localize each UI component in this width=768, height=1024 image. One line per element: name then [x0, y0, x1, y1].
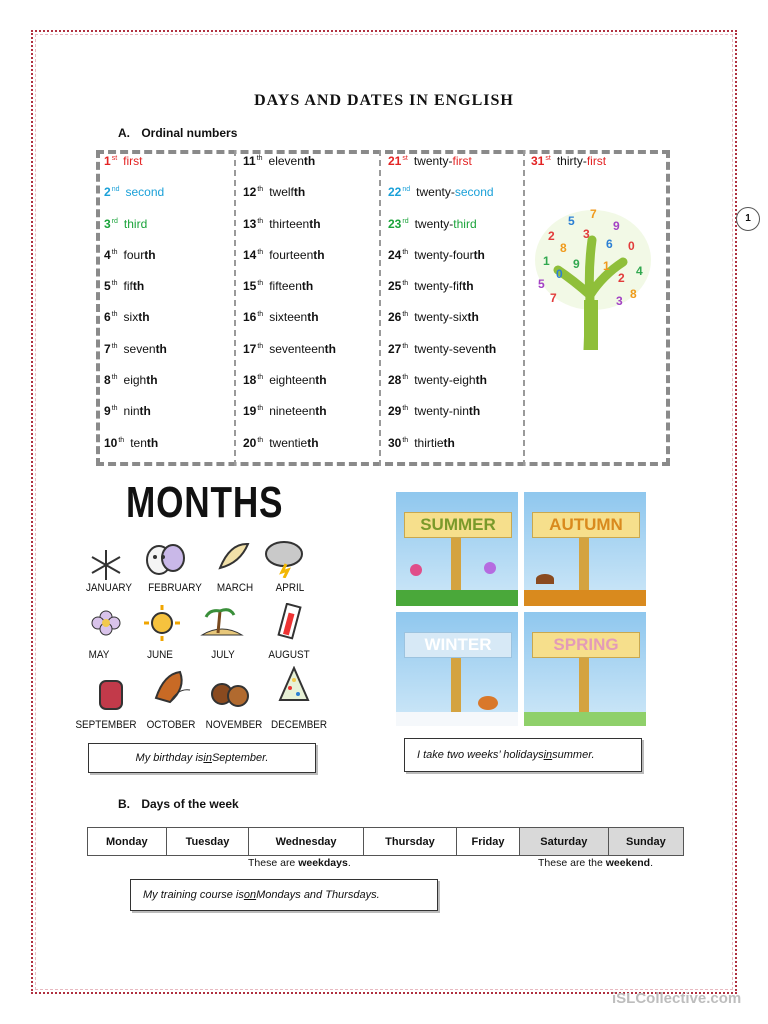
ordinal-word: twelfth [269, 185, 306, 200]
ordinal-number: 30th [388, 435, 409, 450]
note-text: These are the [538, 857, 606, 869]
ordinal-row [388, 277, 496, 308]
ordinal-number: 22nd [388, 185, 411, 200]
svg-text:0: 0 [628, 239, 635, 253]
ordinal-word: ninth [123, 404, 151, 419]
ordinal-suffix: th [257, 436, 264, 444]
svg-text:1: 1 [603, 259, 610, 273]
note-text: . [347, 857, 351, 869]
ordinal-word: eighteenth [269, 373, 327, 388]
month-label: FEBRUARY [148, 582, 202, 594]
ordinal-suffix: th [257, 280, 264, 288]
svg-text:9: 9 [613, 219, 620, 233]
column-divider [234, 150, 236, 466]
season-sign: SUMMER [404, 512, 512, 538]
month-label: JUNE [147, 649, 173, 661]
ordinal-row [243, 371, 336, 402]
ordinal-word: fifteenth [269, 279, 314, 294]
ordinal-number: 18th [243, 373, 264, 388]
months-title: MONTHS [126, 478, 284, 527]
ordinal-word: twenty-first [413, 154, 472, 168]
svg-text:3: 3 [616, 294, 623, 308]
ordinal-suffix: th [402, 248, 409, 256]
ordinal-row [104, 215, 167, 246]
season-tile-spring [524, 612, 646, 726]
ordinal-suffix: th [257, 248, 264, 256]
ordinal-number: 6th [104, 310, 118, 325]
ordinal-word: seventh [123, 341, 167, 356]
month-label: MAY [88, 649, 110, 661]
section-b-heading [118, 797, 239, 811]
bubble-text: Mondays and Thursdays. [256, 889, 380, 901]
speech-bubble-training [130, 879, 438, 911]
svg-text:4: 4 [636, 264, 643, 278]
ordinal-word: twenty-eighth [414, 373, 487, 388]
ordinal-word: thirtieth [414, 435, 455, 450]
wind-leaf-icon [210, 538, 254, 578]
svg-text:9: 9 [573, 257, 580, 271]
ordinal-word: seventeenth [269, 341, 336, 356]
snowflake-icon [84, 545, 128, 585]
ordinal-row [388, 215, 496, 246]
ordinal-number: 24th [388, 247, 409, 262]
ordinal-suffix: th [111, 342, 118, 350]
ordinal-word: first [123, 154, 143, 168]
note-text: . [650, 857, 653, 869]
page-number: 1 [736, 207, 760, 231]
ordinal-word: twentieth [269, 435, 319, 450]
svg-text:2: 2 [618, 271, 625, 285]
ordinal-row [104, 277, 167, 308]
ordinal-suffix: th [111, 248, 118, 256]
note-text: These are [248, 857, 299, 869]
ordinal-word: thirteenth [269, 216, 321, 231]
column-divider [523, 150, 525, 466]
ordinal-row [388, 183, 496, 214]
ordinal-number: 21st [388, 154, 408, 168]
ordinal-suffix: st [545, 155, 551, 162]
day-cell: Monday [88, 828, 167, 856]
ordinal-word: twenty-seventh [414, 341, 497, 356]
squirrel-icon [478, 696, 498, 710]
days-of-week-table [87, 827, 684, 856]
ordinal-row [104, 371, 167, 402]
flower-icon [484, 562, 496, 574]
ordinal-number: 4th [104, 247, 118, 262]
ordinal-word: nineteenth [269, 404, 327, 419]
ordinal-suffix: th [402, 311, 409, 319]
ordinal-number: 27th [388, 341, 409, 356]
ordinal-word: eleventh [268, 154, 316, 168]
ordinal-row [243, 277, 336, 308]
ordinal-suffix: th [257, 217, 264, 225]
column-divider [379, 150, 381, 466]
svg-text:3: 3 [583, 227, 590, 241]
season-sign: WINTER [404, 632, 512, 658]
ordinal-number: 3rd [104, 216, 118, 231]
ordinal-number: 20th [243, 435, 264, 450]
speech-bubble-holidays [404, 738, 642, 772]
season-sign: AUTUMN [532, 512, 640, 538]
ordinal-word: twenty-ninth [414, 404, 481, 419]
ordinal-row [531, 152, 606, 183]
svg-text:7: 7 [590, 207, 597, 221]
bubble-preposition: on [243, 889, 257, 901]
season-tile-autumn [524, 492, 646, 606]
day-cell: Friday [457, 828, 520, 856]
ordinal-suffix: rd [111, 217, 118, 225]
ordinal-row [388, 152, 496, 183]
ordinal-row [388, 402, 496, 433]
ordinal-number: 9th [104, 404, 118, 419]
ordinal-suffix: st [402, 155, 408, 162]
bubble-preposition: in [203, 752, 212, 764]
seasons-image [396, 492, 646, 728]
day-cell: Thursday [363, 828, 456, 856]
ordinal-row [104, 183, 167, 214]
ordinal-word: sixteenth [269, 310, 319, 325]
ordinal-row [104, 246, 167, 277]
ordinal-row [104, 434, 167, 465]
mushroom-icon [536, 574, 554, 584]
svg-text:8: 8 [560, 241, 567, 255]
month-label: SEPTEMBER [75, 719, 137, 731]
svg-text:5: 5 [538, 277, 545, 291]
ordinal-row [104, 402, 167, 433]
ordinal-suffix: th [118, 436, 125, 444]
svg-text:7: 7 [550, 291, 557, 305]
table-row [88, 828, 684, 856]
ordinal-row [104, 152, 167, 183]
page-title: DAYS AND DATES IN ENGLISH [254, 92, 514, 109]
ordinal-suffix: st [111, 155, 118, 162]
ordinal-number: 28th [388, 373, 409, 388]
bubble-text: My training course is [143, 889, 244, 901]
ordinal-row [388, 371, 496, 402]
ordinal-row [243, 340, 336, 371]
ordinal-number: 23rd [388, 216, 409, 231]
ordinal-row [388, 246, 496, 277]
ordinal-row [388, 308, 496, 339]
grass [524, 712, 646, 726]
ordinal-suffix: rd [402, 217, 409, 225]
ordinal-number: 10th [104, 435, 125, 450]
school-bag-icon [90, 673, 134, 713]
weekend-day-cell: Saturday [519, 828, 608, 856]
ordinal-suffix: th [402, 280, 409, 288]
weekend-note [538, 857, 653, 869]
christmas-tree-icon [272, 666, 316, 706]
month-label: JULY [211, 649, 235, 661]
ordinal-number: 14th [243, 247, 264, 262]
ordinal-column-3 [388, 152, 496, 465]
sun-icon [140, 603, 184, 643]
weekend-day-cell: Sunday [608, 828, 683, 856]
ordinal-row [243, 215, 336, 246]
bubble-preposition: in [543, 749, 553, 761]
ordinal-row [104, 340, 167, 371]
thermometer-icon [268, 603, 312, 643]
ordinal-column-1 [104, 152, 167, 465]
ordinal-row [243, 246, 336, 277]
ordinal-number: 31st [531, 154, 551, 168]
ordinal-suffix: th [402, 342, 409, 350]
month-label: MARCH [216, 582, 254, 594]
section-b-title: Days of the week [141, 797, 239, 811]
ordinal-suffix: nd [111, 186, 120, 194]
ordinal-word: twenty-second [416, 185, 494, 200]
ordinal-suffix: th [111, 405, 118, 413]
month-label: JANUARY [85, 582, 133, 594]
ordinal-row [388, 340, 496, 371]
month-label: NOVEMBER [205, 719, 263, 731]
ordinal-number: 1st [104, 154, 118, 168]
ordinal-suffix: th [402, 374, 409, 382]
ordinal-word: thirty-first [556, 154, 607, 168]
day-cell: Wednesday [249, 828, 363, 856]
svg-text:1: 1 [543, 254, 550, 268]
ordinal-suffix: th [111, 374, 118, 382]
svg-text:2: 2 [548, 229, 555, 243]
ordinal-number: 2nd [104, 185, 120, 200]
note-emphasis: weekend [605, 857, 651, 869]
ordinal-word: second [125, 185, 165, 200]
ordinal-number: 7th [104, 341, 118, 356]
ordinal-suffix: th [111, 280, 118, 288]
section-b-label: B. [118, 797, 130, 811]
grass [396, 590, 518, 606]
day-cell: Tuesday [166, 828, 249, 856]
ordinal-row [388, 434, 496, 465]
ordinal-number: 15th [243, 279, 264, 294]
ordinal-number: 29th [388, 404, 409, 419]
chestnuts-icon [208, 672, 252, 712]
month-label: AUGUST [268, 649, 310, 661]
svg-text:0: 0 [556, 267, 563, 281]
storm-cloud-icon [262, 538, 306, 578]
ordinal-word: tenth [130, 435, 159, 450]
season-tile-winter [396, 612, 518, 726]
ordinal-number: 8th [104, 373, 118, 388]
month-label: DECEMBER [270, 719, 328, 731]
ordinal-suffix: th [402, 405, 409, 413]
ordinal-column-4 [531, 152, 606, 183]
ordinal-suffix: th [402, 436, 409, 444]
bubble-text: My birthday is [135, 752, 204, 764]
svg-text:6: 6 [606, 237, 613, 251]
ordinal-column-2 [243, 152, 336, 465]
ordinal-word: eighth [123, 373, 158, 388]
svg-text:8: 8 [630, 287, 637, 301]
number-tree-image [528, 200, 658, 350]
season-sign: SPRING [532, 632, 640, 658]
ordinal-number: 16th [243, 310, 264, 325]
snow [396, 712, 518, 726]
ordinal-suffix: th [257, 342, 264, 350]
bubble-text: September. [211, 752, 269, 764]
weekdays-note [248, 857, 351, 869]
ordinal-row [243, 402, 336, 433]
month-label: OCTOBER [146, 719, 196, 731]
svg-text:5: 5 [568, 214, 575, 228]
ordinal-row [243, 434, 336, 465]
ordinal-word: twenty-sixth [414, 310, 479, 325]
ordinal-number: 17th [243, 341, 264, 356]
ordinal-number: 25th [388, 279, 409, 294]
ordinal-suffix: th [256, 155, 263, 162]
ordinal-word: fourth [123, 247, 156, 262]
ordinal-word: fourteenth [269, 247, 325, 262]
ordinal-word: twenty-fifth [414, 279, 474, 294]
bubble-text: summer. [552, 749, 595, 761]
autumn-leaves-icon [150, 668, 194, 708]
ordinal-number: 5th [104, 279, 118, 294]
section-a-heading [118, 126, 237, 140]
ordinal-number: 11th [243, 154, 263, 168]
fallen-leaves [524, 590, 646, 606]
ordinal-word: sixth [123, 310, 150, 325]
ordinal-word: fifth [123, 279, 145, 294]
ordinal-suffix: nd [402, 186, 411, 194]
ordinal-suffix: th [257, 374, 264, 382]
ordinal-suffix: th [257, 311, 264, 319]
ordinal-word: twenty-third [414, 216, 477, 231]
carnival-masks-icon [143, 540, 187, 580]
ordinal-number: 19th [243, 404, 264, 419]
note-emphasis: weekdays [298, 857, 348, 869]
ordinal-word: twenty-fourth [414, 247, 485, 262]
speech-bubble-birthday [88, 743, 316, 773]
flower-icon [410, 564, 422, 576]
ordinal-row [243, 183, 336, 214]
month-label: APRIL [275, 582, 305, 594]
ordinal-row [104, 308, 167, 339]
ordinal-number: 13th [243, 216, 264, 231]
ordinal-suffix: th [257, 405, 264, 413]
ordinal-word: third [123, 216, 148, 231]
ordinal-row [243, 152, 336, 183]
watermark: iSLCollective.com [612, 990, 742, 1007]
ordinal-number: 12th [243, 185, 264, 200]
ordinal-row [243, 308, 336, 339]
bubble-text: I take two weeks’ holidays [417, 749, 544, 761]
beach-icon [200, 603, 244, 643]
flower-icon [84, 603, 128, 643]
section-a-label: A. [118, 126, 130, 140]
ordinal-suffix: th [257, 186, 264, 194]
ordinal-suffix: th [111, 311, 118, 319]
ordinal-number: 26th [388, 310, 409, 325]
season-tile-summer [396, 492, 518, 606]
section-a-title: Ordinal numbers [141, 126, 238, 140]
